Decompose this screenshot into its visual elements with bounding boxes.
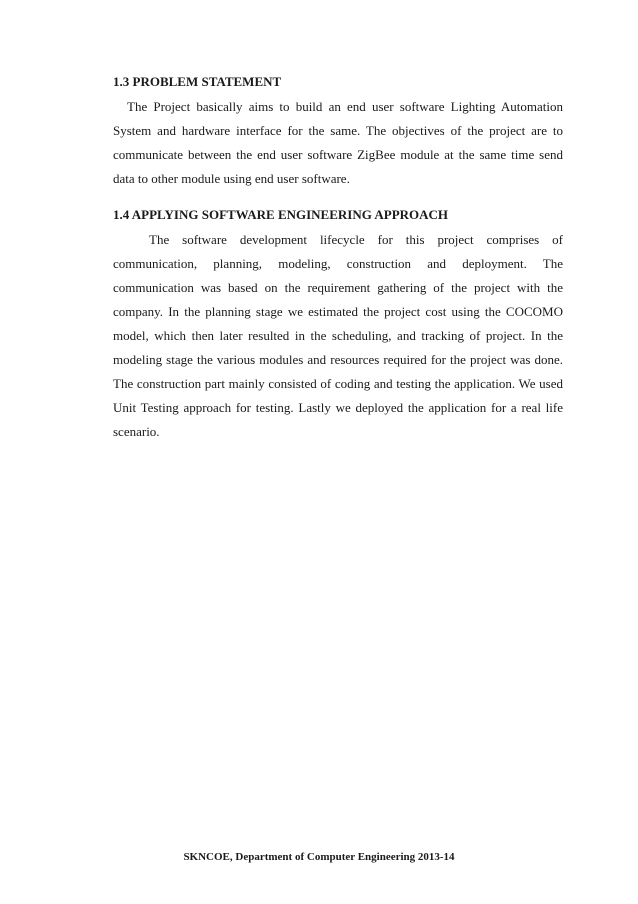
paragraph-line: System and hardware interface for the same. The objectives of the project are to xyxy=(113,123,563,138)
paragraph-line: The software development lifecycle for this project comprises of xyxy=(149,232,563,247)
section-heading-problem-statement: 1.3 PROBLEM STATEMENT xyxy=(113,74,282,89)
paragraph-line: Unit Testing approach for testing. Lastly we deployed the application for a real life xyxy=(113,400,563,415)
problem-statement-paragraph xyxy=(113,95,563,191)
paragraph-line: communication, planning, modeling, construction and deployment. The xyxy=(113,256,563,271)
section-heading-software-engineering: 1.4 APPLYING SOFTWARE ENGINEERING APPROACH xyxy=(113,207,449,222)
paragraph-line: company. In the planning stage we estimated the project cost using the COCOMO xyxy=(113,304,563,319)
page-footer: SKNCOE, Department of Computer Engineering 2013-14 xyxy=(183,851,455,863)
software-engineering-paragraph xyxy=(113,228,563,444)
paragraph-line: data to other module using end user software. xyxy=(113,171,350,186)
paragraph-line: modeling stage the various modules and resources required for the project was done. xyxy=(113,352,563,367)
paragraph-line: scenario. xyxy=(113,424,160,439)
paragraph-line: communication was based on the requirement gathering of the project with the xyxy=(113,280,563,295)
paragraph-line: The construction part mainly consisted of coding and testing the application. We used xyxy=(113,376,563,391)
paragraph-line: communicate between the end user software ZigBee module at the same time send xyxy=(113,147,563,162)
paragraph-line: The Project basically aims to build an end user software Lighting Automation xyxy=(127,99,563,114)
paragraph-line: model, which then later resulted in the scheduling, and tracking of project. In the xyxy=(113,328,563,343)
